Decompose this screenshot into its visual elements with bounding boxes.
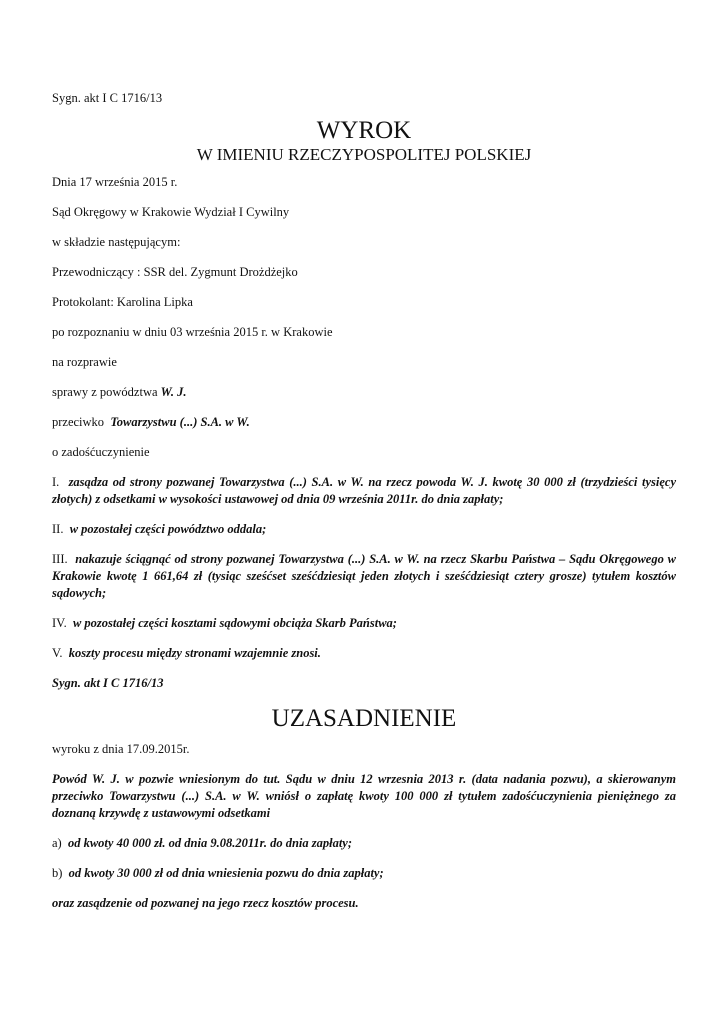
ruling-item-3 (52, 551, 676, 602)
ruling-item-1 (52, 474, 676, 508)
court-clerk: Protokolant: Karolina Lipka (52, 295, 193, 309)
presiding-judge: Przewodniczący : SSR del. Zygmunt Drożdżejko (52, 265, 298, 279)
ruling-number: IV. (52, 616, 67, 630)
justification-intro: Powód W. J. w pozwie wniesionym do tut. Sądu w dniu 12 wrzesnia 2013 r. (data nadania pozwu), a skierowanym przeciwko Towarzystwu (...) S.A. w W. wniósł o zapłatę kwoty 100 000 zł tytułem zadośćuczynienia pieniężnego za doznaną krzywdę z ustawowymi odsetkami (52, 772, 676, 820)
justification-case-number: Sygn. akt I C 1716/13 (52, 676, 164, 690)
ruling-item-2 (52, 521, 676, 538)
ruling-item-4 (52, 615, 676, 632)
justification-item-a (52, 835, 676, 852)
justification-closing: oraz zasądzenie od pozwanej na jego rzecz kosztów procesu. (52, 896, 359, 910)
plaintiff-prefix: sprawy z powództwa (52, 385, 158, 399)
ruling-text: koszty procesu między stronami wzajemnie znosi. (68, 646, 321, 660)
ruling-number: II. (52, 522, 64, 536)
plaintiff-name: W. J. (160, 385, 187, 399)
judgment-title: WYROK (316, 117, 412, 144)
justification-title: UZASADNIENIE (271, 705, 457, 732)
court-composition: w składzie następującym: (52, 235, 181, 249)
ruling-item-5 (52, 645, 676, 662)
item-text: od kwoty 40 000 zł. od dnia 9.08.2011r. do dnia zapłaty; (67, 836, 353, 850)
ruling-text: w pozostałej części kosztami sądowymi obciąża Skarb Państwa; (72, 616, 397, 630)
justification-subtitle: wyroku z dnia 17.09.2015r. (52, 742, 190, 756)
document-page (52, 90, 676, 925)
ruling-text: w pozostałej części powództwo oddala; (69, 522, 267, 536)
item-letter: a) (52, 836, 62, 850)
defendant-line (52, 414, 676, 431)
ruling-number: III. (52, 552, 68, 566)
defendant-prefix: przeciwko (52, 415, 105, 429)
session-type: na rozprawie (52, 355, 117, 369)
judgment-date: Dnia 17 września 2015 r. (52, 175, 178, 189)
ruling-number: V. (52, 646, 63, 660)
defendant-name: Towarzystwu (...) S.A. w W. (110, 415, 250, 429)
judgment-subtitle: W IMIENIU RZECZYPOSPOLITEJ POLSKIEJ (196, 145, 532, 164)
item-text: od kwoty 30 000 zł od dnia wniesienia pozwu do dnia zapłaty; (68, 866, 384, 880)
justification-item-b (52, 865, 676, 882)
case-number: Sygn. akt I C 1716/13 (52, 91, 163, 105)
court-name: Sąd Okręgowy w Krakowie Wydział I Cywilny (52, 205, 290, 219)
item-letter: b) (52, 866, 63, 880)
plaintiff-line (52, 384, 676, 401)
ruling-number: I. (52, 475, 60, 489)
hearing-info: po rozpoznaniu w dniu 03 września 2015 r. w Krakowie (52, 325, 333, 339)
ruling-text: zasądza od strony pozwanej Towarzystwa (...) S.A. w W. na rzecz powoda W. J. kwotę 30 000 zł (trzydzieści tysięcy złotych) z odsetkami w wysokości ustawowej od dnia 09 września 2011r. do dnia zapłaty; (52, 475, 677, 506)
ruling-text: nakazuje ściągnąć od strony pozwanej Towarzystwa (...) S.A. w W. na rzecz Skarbu Państwa – Sądu Okręgowego w Krakowie kwotę 1 661,64 zł (tysiąc sześćset sześćdziesiąt jeden złotych i sześćdziesiąt cztery grosze) tytułem kosztów sądowych; (52, 552, 677, 600)
case-subject: o zadośćuczynienie (52, 445, 150, 459)
